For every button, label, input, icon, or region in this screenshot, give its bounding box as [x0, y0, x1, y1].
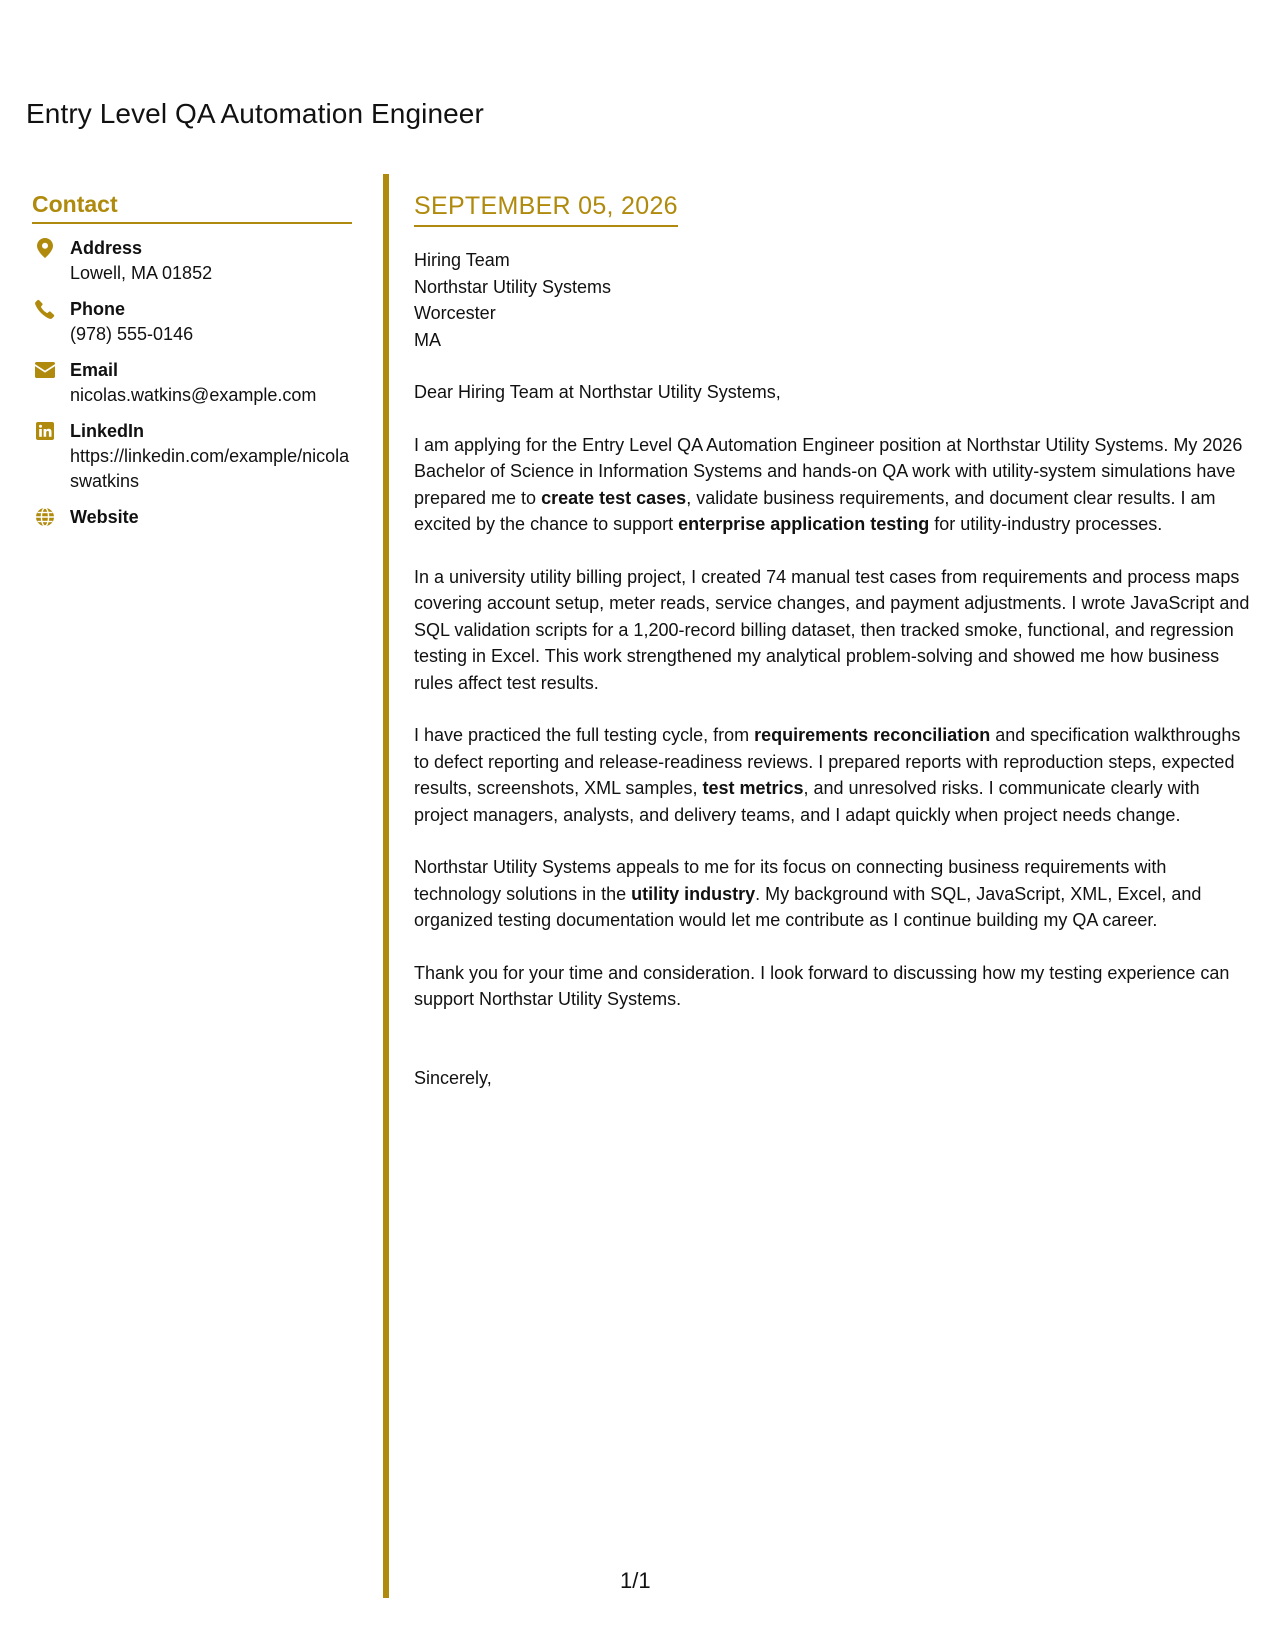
bold-phrase: requirements reconciliation: [754, 725, 991, 745]
paragraph-2: In a university utility billing project, I created 74 manual test cases from requirements and process maps covering account setup, meter reads, service changes, and payment adjustments. I wrote JavaScript and SQL validation scripts for a 1,200-record billing dataset, then tracked smoke, functional, and regression testing in Excel. This work strengthened my analytical problem-solving and showed me how business rules affect test results.: [414, 566, 1250, 693]
bold-phrase: enterprise application testing: [678, 514, 930, 534]
paragraph-1: [414, 432, 1252, 538]
text-run: , validate business requirements, and document clear results. I am excited by the chance to support: [414, 487, 1216, 534]
phone-value: (978) 555-0146: [70, 324, 194, 344]
bold-phrase: create test cases: [541, 487, 687, 508]
closing: Sincerely,: [414, 1067, 492, 1088]
letter-body: [414, 190, 1252, 1091]
recipient-line: MA: [414, 329, 441, 350]
recipient-line: Northstar Utility Systems: [414, 276, 612, 297]
paragraph-3: [414, 722, 1252, 828]
contact-sidebar: [32, 190, 352, 541]
recipient-line: Hiring Team: [414, 250, 510, 270]
phone-icon: [35, 299, 55, 319]
text-run: Northstar Utility Systems appeals to me for its focus on connecting business requirements with technology solutions in the: [414, 857, 1167, 904]
recipient-line: Worcester: [414, 303, 496, 323]
recipient-block: [414, 247, 1252, 353]
bold-phrase: test metrics: [702, 778, 804, 798]
text-run: I am applying for the Entry Level QA Automation Engineer position at Northstar Utility Systems. My 2026 Bachelor of Science in Information Systems and hands-on QA work with utility-system simulations have prepared me to: [414, 434, 1243, 508]
linkedin-value[interactable]: https://linkedin.com/example/nicolaswatkins: [70, 446, 350, 491]
salutation: Dear Hiring Team at Northstar Utility Systems,: [414, 382, 781, 402]
column-divider: [383, 174, 389, 1598]
contact-item-website: [32, 505, 352, 530]
contact-item-email: [32, 358, 352, 408]
letter-date: SEPTEMBER 05, 2026: [414, 190, 678, 227]
envelope-icon: [35, 360, 55, 380]
contact-item-address: [32, 236, 352, 286]
map-pin-icon: [35, 238, 55, 258]
document-title: Entry Level QA Automation Engineer: [26, 98, 484, 129]
text-run: and specification walkthroughs to defect reporting and release-readiness reviews. I prepared reports with reproduction steps, expected results, screenshots, XML samples,: [414, 725, 1241, 798]
page-number: 1/1: [620, 1568, 651, 1593]
linkedin-label: LinkedIn: [70, 421, 145, 441]
text-run: , and unresolved risks. I communicate clearly with project managers, analysts, and delivery teams, and I adapt quickly when project needs change.: [414, 778, 1200, 825]
bold-phrase: utility industry: [631, 883, 756, 904]
contact-item-linkedin: [32, 419, 352, 494]
contact-item-phone: [32, 297, 352, 347]
contact-list: [32, 236, 352, 530]
phone-label: Phone: [70, 299, 126, 319]
globe-icon: [35, 507, 55, 527]
contact-heading: Contact: [32, 190, 352, 224]
paragraph-4: [414, 854, 1252, 934]
text-run: for utility-industry processes.: [929, 514, 1163, 534]
address-label: Address: [70, 238, 143, 258]
text-run: . My background with SQL, JavaScript, XML, Excel, and organized testing documentation would let me contribute as I continue building my QA career.: [414, 883, 1202, 930]
paragraph-5: Thank you for your time and consideration. I look forward to discussing how my testing experience can support Northstar Utility Systems.: [414, 962, 1230, 1009]
address-value: Lowell, MA 01852: [70, 263, 213, 283]
linkedin-icon: [35, 421, 55, 441]
text-run: I have practiced the full testing cycle, from: [414, 725, 755, 745]
email-value[interactable]: nicolas.watkins@example.com: [70, 385, 317, 405]
email-label: Email: [70, 360, 119, 380]
website-label[interactable]: Website: [70, 507, 139, 527]
